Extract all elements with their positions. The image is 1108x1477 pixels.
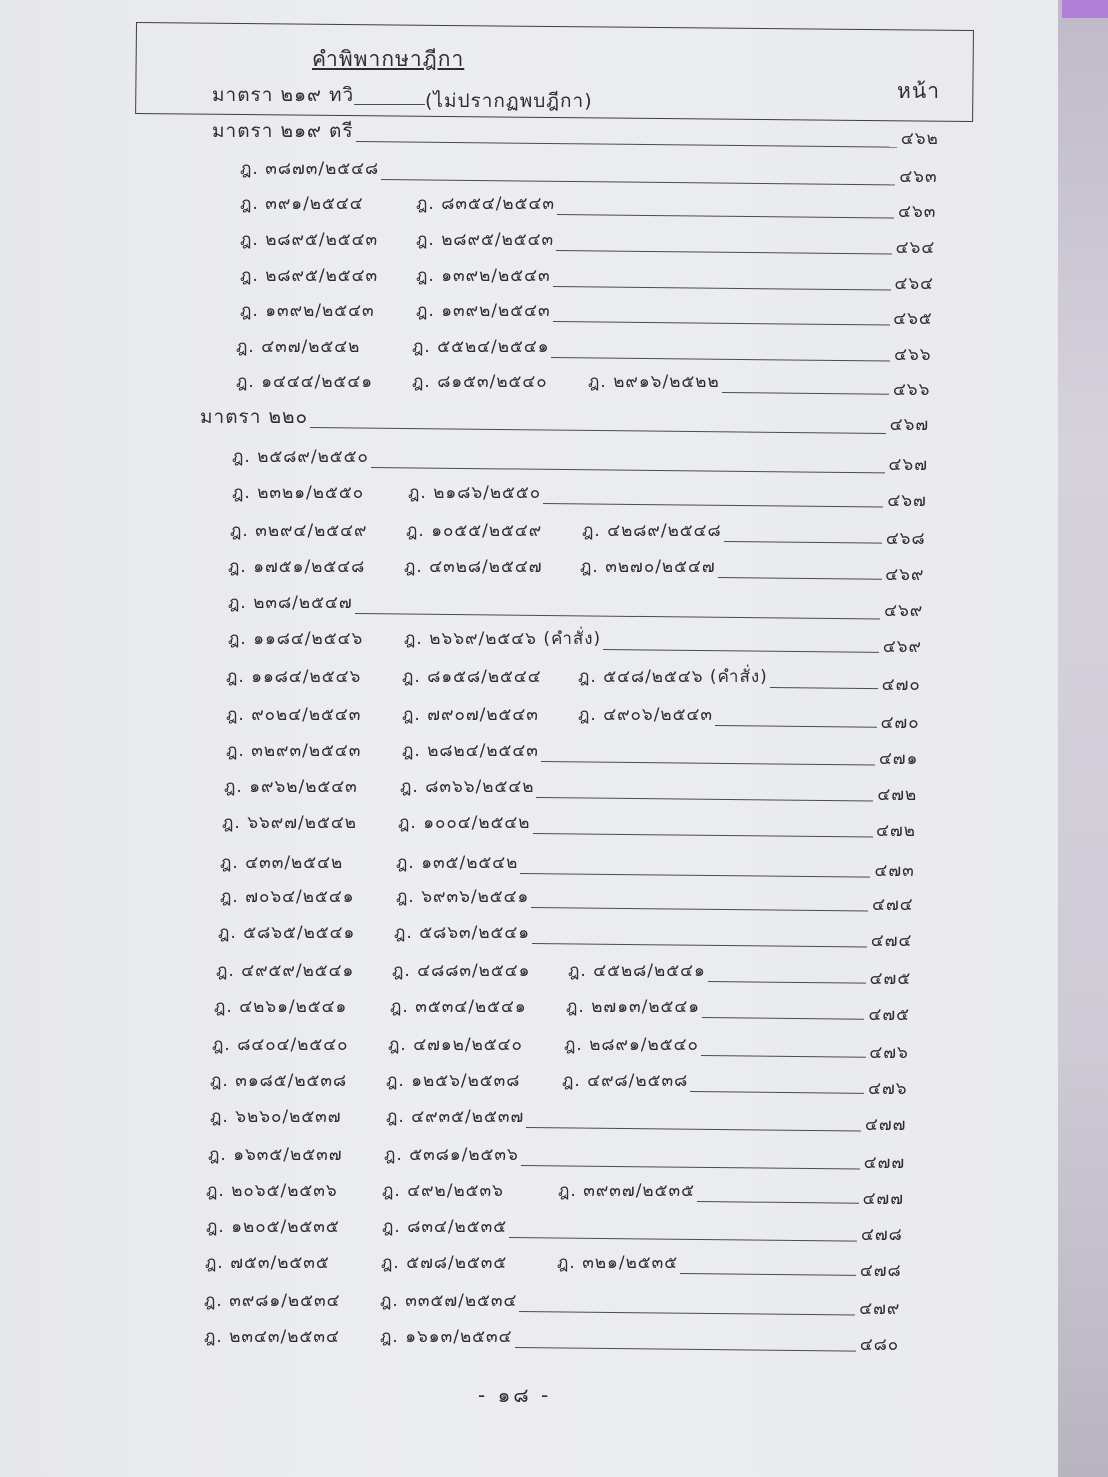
page-number: ๔๗๘ — [859, 1261, 902, 1281]
case-reference: ฎ. ๘๑๕๓/๒๕๔๐ — [412, 372, 548, 392]
case-reference: ฎ. ๓๒๙๔/๒๕๔๙ — [230, 521, 368, 541]
case-reference: ฎ. ๓๙๓๗/๒๕๓๕ — [558, 1181, 695, 1201]
page-number: ๔๖๙ — [885, 565, 925, 585]
case-reference: ฎ. ๓๓๕๗/๒๕๓๔ — [380, 1291, 518, 1311]
case-reference: ฎ. ๓๒๑/๒๕๓๕ — [557, 1253, 679, 1273]
case-reference: ฎ. ๓๒๙๓/๒๕๔๓ — [226, 741, 362, 761]
page-number: ๔๗๓ — [874, 861, 915, 881]
page-number: ๔๗๒ — [877, 785, 918, 805]
case-reference: ฎ. ๒๓๘/๒๕๔๗ — [228, 593, 353, 613]
case-reference: ฎ. ๑๙๖๒/๒๕๔๓ — [224, 777, 358, 797]
case-reference: ฎ. ๖๒๖๐/๒๕๓๗ — [210, 1107, 342, 1127]
page-number: ๔๖๘ — [885, 529, 926, 549]
page-number: ๔๖๗ — [889, 415, 930, 435]
page-number: ๔๘๐ — [859, 1335, 900, 1355]
case-reference: ฎ. ๒๑๘๖/๒๕๕๐ — [408, 483, 542, 503]
case-reference: ฎ. ๒๘๙๕/๒๕๔๓ — [240, 266, 379, 286]
page-number: ๔๗๐ — [880, 713, 920, 733]
case-reference: ฎ. ๔๒๖๑/๒๕๔๑ — [214, 997, 348, 1017]
page-number: ๔๗๙ — [859, 1299, 901, 1319]
page-number: ๔๖๖ — [894, 345, 932, 365]
section-heading: มาตรา ๒๑๙ ตรี — [212, 120, 354, 142]
case-reference: ฎ. ๗๙๐๗/๒๕๔๓ — [402, 705, 539, 725]
case-reference: ฎ. ๖๖๙๗/๒๕๔๒ — [222, 813, 357, 833]
case-reference: ฎ. ๔๒๘๙/๒๕๔๘ — [582, 521, 722, 541]
page-number: ๔๗๖ — [868, 1079, 908, 1099]
page-footer-number: - ๑๘ - — [478, 1383, 552, 1407]
case-reference: ฎ. ๑๒๕๖/๒๕๓๘ — [386, 1071, 521, 1091]
case-reference: ฎ. ๖๙๓๖/๒๕๔๑ — [396, 887, 530, 907]
case-reference: ฎ. ๗๐๖๔/๒๕๔๑ — [220, 887, 355, 907]
case-reference: ฎ. ๘๔๐๔/๒๕๔๐ — [212, 1035, 349, 1055]
page-number: ๔๗๔ — [870, 931, 913, 951]
page-number: ๔๖๔ — [895, 238, 936, 258]
case-reference: ฎ. ๑๖๑๓/๒๕๓๔ — [380, 1327, 513, 1347]
page-number: ๔๗๔ — [872, 895, 914, 915]
case-reference: ฎ. ๒๘๙๕/๒๕๔๓ — [240, 230, 379, 250]
page-number: ๔๗๖ — [869, 1043, 909, 1063]
page-column-header: หน้า — [897, 79, 940, 103]
case-reference: ฎ. ๕๘๖๕/๒๕๔๑ — [218, 923, 356, 943]
page-number: ๔๖๗ — [888, 455, 928, 475]
case-reference: ฎ. ๕๓๘๑/๒๕๓๖ — [384, 1145, 519, 1165]
case-reference: ฎ. ๑๓๕/๒๕๔๒ — [396, 853, 519, 873]
case-reference: ฎ. ๔๓๒๘/๒๕๔๗ — [404, 557, 543, 577]
case-reference: ฎ. ๕๘๖๓/๒๕๔๑ — [394, 923, 531, 943]
case-reference: ฎ. ๔๘๘๓/๒๕๔๑ — [392, 961, 531, 981]
case-reference: ฎ. ๓๒๗๐/๒๕๔๗ — [580, 557, 716, 577]
case-reference: ฎ. ๔๓๗/๒๕๔๒ — [236, 337, 361, 357]
case-reference: ฎ. ๑๔๔๔/๒๕๔๑ — [236, 372, 374, 392]
case-reference: ฎ. ๑๐๐๔/๒๕๔๒ — [398, 813, 531, 833]
case-reference: ฎ. ๒๘๙๑/๒๕๔๐ — [564, 1035, 699, 1055]
case-reference: ฎ. ๔๙๒/๒๕๓๖ — [382, 1181, 504, 1201]
case-reference: ฎ. ๘๑๕๘/๒๕๔๔ — [402, 667, 542, 687]
case-reference: ฎ. ๑๓๙๒/๒๕๔๓ — [416, 266, 551, 286]
case-reference: ฎ. ๑๑๘๔/๒๕๔๖ — [228, 629, 364, 649]
page-number: ๔๖๓ — [899, 167, 938, 187]
page-number: ๔๖๔ — [894, 274, 934, 294]
case-reference: ฎ. ๔๗๑๒/๒๕๔๐ — [388, 1035, 523, 1055]
page-number: ๔๖๓ — [898, 202, 937, 222]
page-number: ๔๖๗ — [887, 491, 927, 511]
case-reference: ฎ. ๒๓๒๑/๒๕๕๐ — [232, 483, 365, 503]
case-reference: ฎ. ๑๗๕๑/๒๕๔๘ — [228, 557, 366, 577]
page-number: ๔๖๙ — [882, 637, 922, 657]
page-number: ๔๗๑ — [878, 749, 919, 769]
case-reference: ฎ. ๒๗๑๓/๒๕๔๑ — [566, 997, 701, 1017]
case-reference: ฎ. ๗๕๓/๒๕๓๕ — [205, 1253, 330, 1273]
page-title: คำพิพากษาฎีกา — [312, 47, 465, 71]
case-reference: ฎ. ๓๑๘๕/๒๕๓๘ — [210, 1071, 348, 1091]
case-reference: ฎ. ๘๓๕๔/๒๕๔๓ — [416, 194, 555, 214]
case-reference: ฎ. ๔๕๒๘/๒๕๔๑ — [568, 961, 706, 981]
section-heading: มาตรา ๒๑๙ ทวิ — [212, 84, 355, 106]
case-reference: ฎ. ๑๓๙๒/๒๕๔๓ — [240, 301, 375, 321]
case-reference: ฎ. ๔๙๐๖/๒๕๔๓ — [578, 705, 713, 725]
case-reference: ฎ. ๕๕๒๔/๒๕๔๑ — [412, 337, 550, 357]
case-reference: ฎ. ๒๓๔๓/๒๕๓๔ — [204, 1327, 340, 1347]
case-reference: ฎ. ๒๖๖๙/๒๕๔๖ (คำสั่ง) — [404, 629, 602, 649]
purple-bookmark-tab — [1062, 0, 1108, 18]
case-reference: ฎ. ๓๘๗๓/๒๕๔๘ — [240, 159, 380, 179]
case-reference: ฎ. ๑๓๙๒/๒๕๔๓ — [416, 301, 551, 321]
page-number: ๔๗๕ — [869, 969, 912, 989]
case-reference: ฎ. ๘๓๔/๒๕๓๕ — [382, 1217, 508, 1237]
page-number: ๔๖๕ — [893, 309, 933, 329]
page-number: ๔๖๒ — [900, 129, 939, 149]
case-reference: ฎ. ๕๔๘/๒๕๔๖ (คำสั่ง) — [578, 667, 768, 687]
case-reference: ฎ. ๒๕๘๙/๒๕๕๐ — [232, 447, 369, 467]
page-number: ๔๖๙ — [884, 601, 924, 621]
case-reference: ฎ. ๒๘๒๔/๒๕๔๓ — [402, 741, 539, 761]
case-reference: ฎ. ๓๕๓๔/๒๕๔๑ — [390, 997, 527, 1017]
case-reference: ฎ. ๔๙๕๙/๒๕๔๑ — [216, 961, 355, 981]
case-reference: ฎ. ๒๐๖๕/๒๕๓๖ — [206, 1181, 338, 1201]
page-number: ๔๗๕ — [868, 1005, 910, 1025]
section-heading: มาตรา ๒๒๐ — [200, 406, 309, 428]
case-reference: ฎ. ๓๙๘๑/๒๕๓๔ — [204, 1291, 341, 1311]
case-reference: ฎ. ๑๑๘๔/๒๕๔๖ — [226, 667, 362, 687]
case-reference: ฎ. ๘๓๖๖/๒๕๔๒ — [400, 777, 535, 797]
case-reference: ฎ. ๕๗๘/๒๕๓๕ — [381, 1253, 508, 1273]
page-number: ๔๗๗ — [862, 1189, 904, 1209]
case-reference: ฎ. ๑๐๕๕/๒๕๔๙ — [406, 521, 543, 541]
page-number: ๔๗๒ — [876, 821, 916, 841]
page-edge — [1058, 0, 1108, 1477]
page-number: ๔๗๗ — [864, 1115, 907, 1135]
case-reference: ฎ. ๔๙๘/๒๕๓๘ — [562, 1071, 689, 1091]
page-number: ๔๖๖ — [892, 380, 931, 400]
case-reference: ฎ. ๔๓๓/๒๕๔๒ — [220, 853, 344, 873]
case-reference: ฎ. ๙๐๒๔/๒๕๔๓ — [226, 705, 362, 725]
leader-line — [354, 104, 425, 105]
page-number: ๔๗๗ — [863, 1153, 906, 1173]
case-reference: ฎ. ๓๙๑/๒๕๔๔ — [240, 194, 364, 214]
case-reference: ฎ. ๔๙๓๕/๒๕๓๗ — [386, 1107, 525, 1127]
case-reference: ฎ. ๒๘๙๕/๒๕๔๓ — [416, 230, 555, 250]
case-reference: ฎ. ๑๖๓๕/๒๕๓๗ — [208, 1145, 343, 1165]
case-reference: ฎ. ๒๙๑๖/๒๕๒๒ — [588, 372, 720, 392]
page-number: ๔๗๐ — [881, 675, 921, 695]
case-reference: ฎ. ๑๒๐๕/๒๕๓๕ — [206, 1217, 340, 1237]
page-number: ๔๗๘ — [861, 1225, 903, 1245]
section-note: (ไม่ปรากฏพบฎีกา) — [425, 90, 593, 112]
